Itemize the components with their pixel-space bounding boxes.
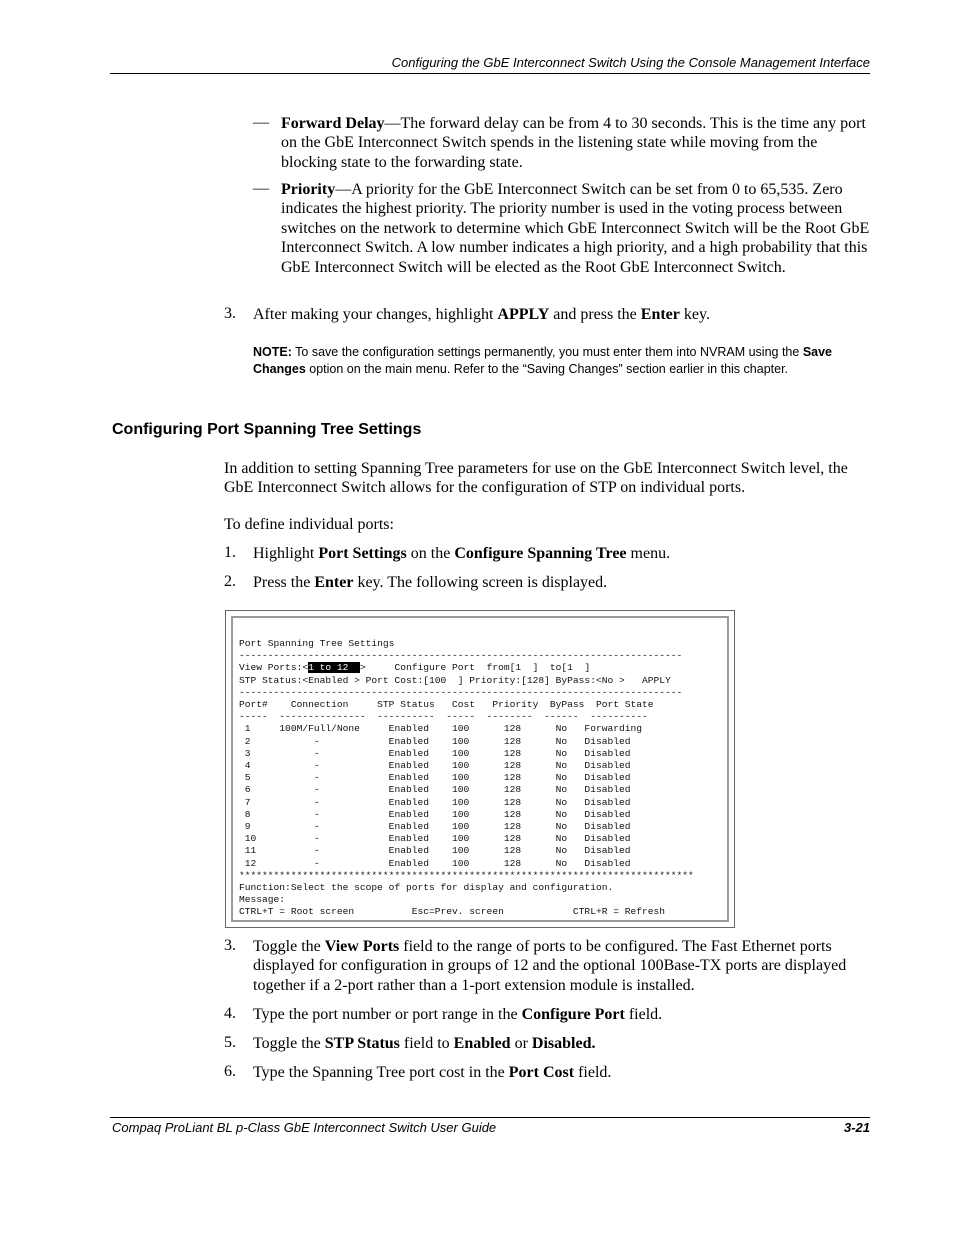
function-line: Function:Select the scope of ports for display and configuration. [239,882,614,894]
table-row: 3 - Enabled 100 128 No Disabled [239,747,631,759]
step-bold: Disabled. [531,1035,596,1052]
console-title: Port Spanning Tree Settings [239,638,395,649]
step-text: Type the Spanning Tree port cost in the [253,1064,509,1081]
step-bold: View Ports [324,938,400,955]
message-line: Message: [239,894,286,906]
step-bold: Enter [640,306,680,323]
define-paragraph: To define individual ports: [224,516,394,533]
note-label: NOTE: [253,345,292,359]
table-row: 2 - Enabled 100 128 No Disabled [239,735,631,747]
note-text: option on the main menu. Refer to the “Saving Changes” section earlier in this chapter. [305,361,789,376]
step-bold: Configure Port [521,1006,625,1023]
bullet-dash: — [253,180,269,197]
step-text: key. The following screen is displayed. [353,574,608,591]
table-row: 1 100M/Full/None Enabled 100 128 No Forwarding [239,723,643,735]
console-text [239,638,694,919]
step-configure-port [253,1005,870,1024]
step-bold: Enter [314,574,354,591]
step-text: and press the [549,306,641,323]
step-stp-status [253,1034,870,1053]
step-bold: Configure Spanning Tree [454,545,627,562]
page-number: 3-21 [843,1120,870,1135]
footer-rule [110,1117,870,1118]
step-bold: STP Status [324,1035,400,1052]
step-text: Toggle the [253,1035,325,1052]
note-bold: Save Changes [253,345,833,376]
console-dash-line: ----------------------------------------------------------------------------- [239,650,683,662]
view-ports-field[interactable]: 1 to 12 [308,662,360,674]
step-number: 3. [224,937,236,954]
step-text: field. [574,1064,612,1081]
column-header: Port# Connection STP Status Cost Priority ByPass Port State [239,699,654,711]
step-text: key. [679,306,710,323]
table-row: 8 - Enabled 100 128 No Disabled [239,808,631,820]
table-row: 11 - Enabled 100 128 No Disabled [239,845,631,857]
step-number: 4. [224,1005,236,1022]
step-text: field. [624,1006,663,1023]
stp-status-row[interactable]: STP Status:<Enabled > Port Cost:[100 ] Priority:[128] ByPass:<No > APPLY [239,674,671,686]
header-rule [110,73,870,74]
step-apply [253,305,870,324]
bullet-text: —The forward delay can be from 4 to 30 seconds. This is the time any port on the GbE Interconnect Switch spends in the listening state while moving from the blocking state to the forwarding state. [281,115,866,171]
view-ports-label: View Ports:< [239,662,309,674]
step-text: on the [406,545,455,562]
step-text: Type the port number or port range in the [253,1006,522,1023]
step-text: Press the [253,574,315,591]
section-title: Configuring Port Spanning Tree Settings [112,421,422,438]
step-bold: Enabled [453,1035,511,1052]
step-text: field to [399,1035,454,1052]
step-text: Highlight [253,545,319,562]
intro-paragraph: In addition to setting Spanning Tree parameters for use on the GbE Interconnect Switch level, the GbE Interconnect Switch allows for the configuration of STP on individual ports. [224,460,848,497]
step-number: 1. [224,544,236,561]
console-dash-line: ----------------------------------------------------------------------------- [239,686,683,698]
shortcut-line: CTRL+T = Root screen Esc=Prev. screen CTRL+R = Refresh [239,906,666,918]
configure-port-field[interactable]: > Configure Port from[1 ] to[1 ] [359,662,591,674]
step-bold: Port Settings [318,545,407,562]
bullet-dash: — [253,114,269,131]
table-row: 4 - Enabled 100 128 No Disabled [239,760,631,772]
step-number: 2. [224,573,236,590]
bullet-text: —A priority for the GbE Interconnect Switch can be set from 0 to 65,535. Zero indicates the highest priority. The priority number is used in the voting process between switches on the network to determine which GbE Interconnect Switch will be the Root GbE Interconnect Switch. A low number indicates a high priority, and a high probability that this GbE Interconnect Switch will be elected as the Root GbE Interconnect Switch. [281,181,870,276]
note-text: To save the configuration settings permanently, you must enter them into NVRAM using the [291,345,803,359]
table-row: 5 - Enabled 100 128 No Disabled [239,772,631,784]
step-bold: Port Cost [508,1064,575,1081]
table-row: 10 - Enabled 100 128 No Disabled [239,833,631,845]
step-toggle-view-ports [253,937,870,995]
step-bold: APPLY [497,306,550,323]
star-line: ******************************************************************************* [239,869,694,881]
step-text: After making your changes, highlight [253,306,498,323]
step-number: 5. [224,1034,236,1051]
footer-title: Compaq ProLiant BL p-Class GbE Interconnect Switch User Guide [112,1120,497,1135]
table-row: 6 - Enabled 100 128 No Disabled [239,784,631,796]
step-text: Toggle the [253,938,325,955]
note-block [253,344,870,377]
step-highlight-port-settings [253,544,870,563]
column-dashes: ----- --------------- ---------- ----- -------- ------ ---------- [239,711,648,723]
table-row: 7 - Enabled 100 128 No Disabled [239,796,631,808]
step-port-cost [253,1063,870,1082]
bullet-term: Forward Delay [281,115,385,132]
running-header: Configuring the GbE Interconnect Switch Using the Console Management Interface [391,55,870,70]
console-screenshot [225,610,735,928]
step-text: or [510,1035,532,1052]
bullet-term: Priority [281,181,336,198]
step-press-enter [253,573,870,592]
bullet-forward-delay [281,114,871,172]
step-text: field to the range of ports to be configured. The Fast Ethernet ports displayed for configuration in groups of 12 and the optional 100Base-TX ports are displayed together if a 2-port rather than a 1-port extension module is installed. [253,938,847,994]
step-number: 6. [224,1063,236,1080]
table-row: 12 - Enabled 100 128 No Disabled [239,857,631,869]
step-text: menu. [626,545,671,562]
bullet-priority [281,180,871,277]
console-frame [231,616,729,922]
table-row: 9 - Enabled 100 128 No Disabled [239,821,631,833]
step-number: 3. [224,305,236,322]
